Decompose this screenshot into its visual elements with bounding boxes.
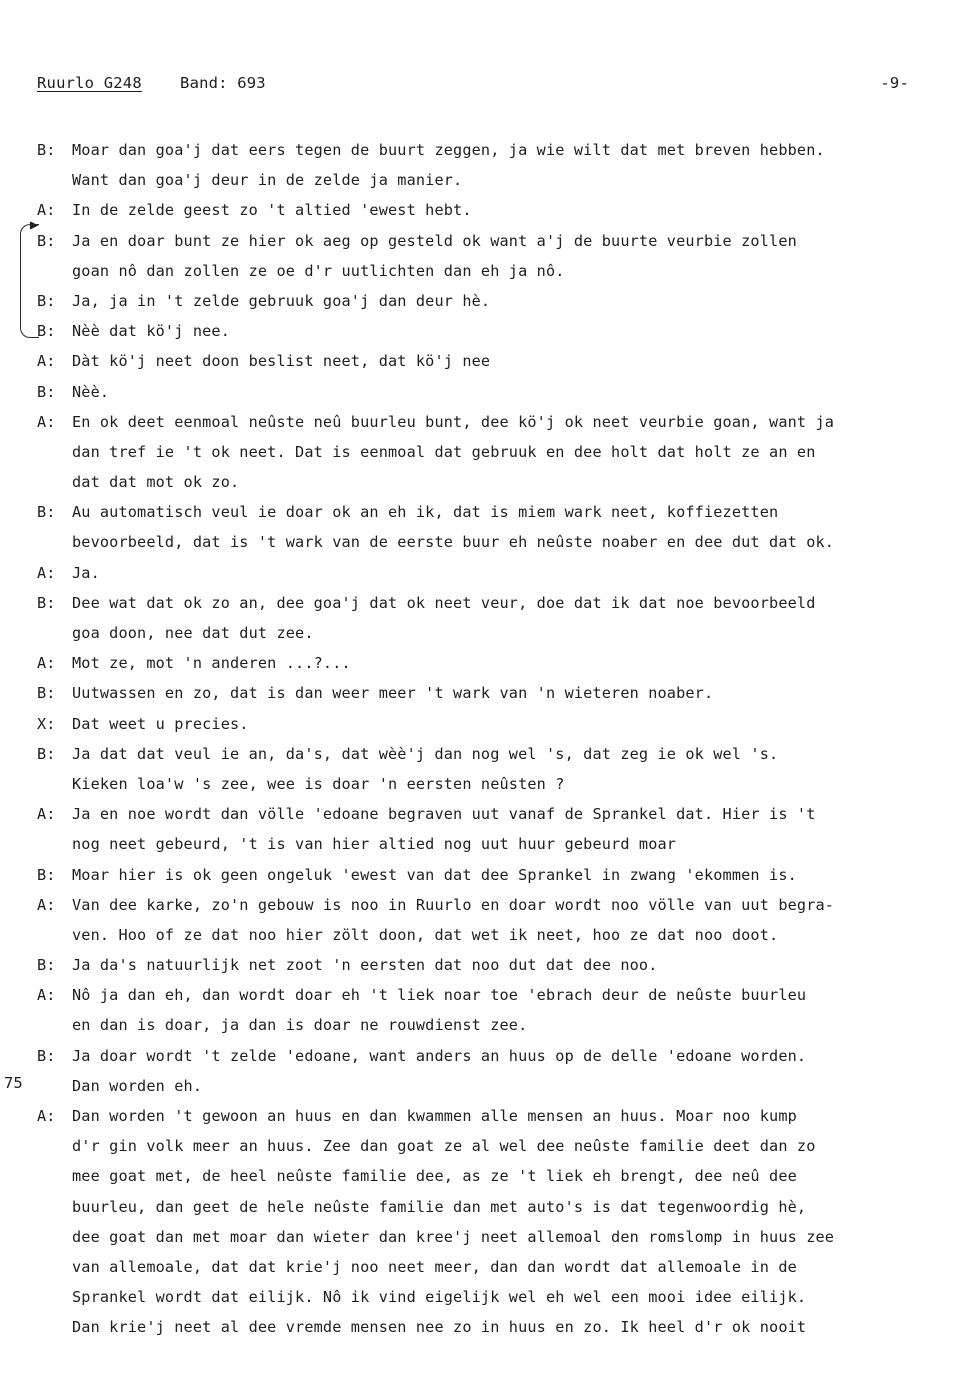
transcript-line (37, 648, 947, 678)
transcript-line (37, 1071, 947, 1101)
transcript-line (37, 739, 947, 769)
transcript-line (37, 135, 947, 165)
speaker-label: B: (37, 141, 56, 159)
document-title: Ruurlo G248 (37, 74, 142, 92)
transcript-line (37, 709, 947, 739)
line-text: Ja. (72, 563, 100, 582)
line-text: Nèè dat kö'j nee. (72, 322, 230, 341)
speaker-label: B: (37, 744, 56, 763)
speaker-label: A: (37, 986, 56, 1005)
line-text: en dan is doar, ja dan is doar ne rouwdienst zee. (72, 1016, 528, 1035)
line-text: Au automatisch veul ie doar ok an eh ik, dat is miem wark neet, koffiezetten (72, 503, 779, 522)
line-text: Dan worden 't gewoon an huus en dan kwammen alle mensen an huus. Moar noo kump (72, 1107, 797, 1125)
line-text: ven. Hoo of ze dat noo hier zölt doon, dat wet ik neet, hoo ze dat noo doot. (72, 925, 779, 944)
transcript-line (37, 195, 947, 225)
line-text: Ja da's natuurlijk net zoot 'n eersten dat noo dut dat dee noo. (72, 956, 658, 975)
transcript-line (37, 437, 947, 467)
transcript-line (37, 920, 947, 950)
line-text: Sprankel wordt dat eilijk. Nô ik vind eigelijk wel eh wel een mooi idee eilijk. (72, 1288, 807, 1307)
transcript-line (37, 286, 947, 316)
transcript-line (37, 1192, 947, 1222)
speaker-label: B: (37, 503, 56, 522)
speaker-label: A: (37, 352, 56, 371)
line-text: buurleu, dan geet de hele neûste familie dan met auto's is dat tegenwoordig hè, (72, 1197, 807, 1216)
transcript-line (37, 769, 947, 799)
margin-line-number: 75 (4, 1074, 23, 1092)
speaker-label: B: (37, 231, 56, 250)
page-number: -9- (880, 74, 909, 92)
transcript-line (37, 1312, 947, 1342)
transcript-line (37, 890, 947, 920)
transcript-line (37, 1041, 947, 1071)
speaker-label: B: (37, 593, 56, 612)
line-text: Dan krie'j neet al dee vremde mensen nee zo in huus en zo. Ik heel d'r ok nooit (72, 1318, 807, 1337)
transcript-line (37, 799, 947, 829)
speaker-label: A: (37, 654, 56, 673)
line-text: Want dan goa'j deur in de zelde ja manier. (72, 171, 463, 190)
transcript-line (37, 1161, 947, 1191)
transcript-body (37, 135, 947, 1343)
speaker-label: A: (37, 412, 56, 431)
speaker-label: B: (37, 1046, 56, 1065)
line-text: goa doon, nee dat dut zee. (72, 624, 314, 642)
line-text: Ja en doar bunt ze hier ok aeg op gesteld ok want a'j de buurte veurbie zollen (72, 231, 797, 250)
transcript-line (37, 1222, 947, 1252)
arrow-right-icon: ▶ (30, 217, 39, 233)
header-title-group (37, 74, 266, 92)
transcript-line (37, 1101, 947, 1131)
line-text: Dat weet u precies. (72, 714, 249, 733)
speaker-label: A: (37, 805, 56, 824)
band-number: Band: 693 (180, 74, 266, 92)
transcript-line (37, 950, 947, 980)
speaker-label: B: (37, 382, 56, 401)
line-text: Ja, ja in 't zelde gebruuk goa'j dan deur hè. (72, 291, 491, 310)
speaker-label: A: (37, 201, 56, 220)
transcript-line (37, 1010, 947, 1040)
header-spacer (151, 74, 170, 92)
speaker-label: B: (37, 291, 56, 310)
line-text: Ja dat dat veul ie an, da's, dat wèè'j dan nog wel 's, dat zeg ie ok wel 's. (72, 744, 779, 763)
line-text: Dàt kö'j neet doon beslist neet, dat kö'j nee (72, 352, 491, 371)
line-text: Moar dan goa'j dat eers tegen de buurt zeggen, ja wie wilt dat met breven hebben. (72, 141, 825, 159)
line-text: d'r gin volk meer an huus. Zee dan goat ze al wel dee neûste familie deet dan zo (72, 1137, 816, 1156)
line-text: In de zelde geest zo 't altied 'ewest hebt. (72, 201, 472, 220)
transcript-line (37, 678, 947, 708)
transcript-line (37, 527, 947, 557)
transcript-line (37, 256, 947, 286)
transcript-line (37, 497, 947, 527)
line-text: goan nô dan zollen ze oe d'r uutlichten dan eh ja nô. (72, 261, 565, 280)
page-header (37, 74, 909, 100)
speaker-label: B: (37, 684, 56, 703)
line-text: Nèè. (72, 382, 110, 401)
line-text: dan tref ie 't ok neet. Dat is eenmoal dat gebruuk en dee holt dat holt ze an en (72, 442, 816, 461)
speaker-label: A: (37, 895, 56, 914)
speaker-label: B: (37, 956, 56, 975)
transcript-line (37, 980, 947, 1010)
transcript-line (37, 829, 947, 859)
line-text: Van dee karke, zo'n gebouw is noo in Ruurlo en doar wordt noo völle van uut begra- (72, 895, 835, 914)
line-text: Mot ze, mot 'n anderen ...?... (72, 654, 351, 673)
speaker-label: A: (37, 1107, 56, 1125)
transcript-line (37, 407, 947, 437)
transcript-line (37, 346, 947, 376)
transcript-line (37, 467, 947, 497)
speaker-label: B: (37, 865, 56, 884)
line-text: Dee wat dat ok zo an, dee goa'j dat ok neet veur, doe dat ik dat noe bevoorbeeld (72, 593, 816, 612)
line-text: Nô ja dan eh, dan wordt doar eh 't liek noar toe 'ebrach deur de neûste buurleu (72, 986, 807, 1005)
transcript-line (37, 618, 947, 648)
speaker-label: B: (37, 322, 56, 341)
line-text: Uutwassen en zo, dat is dan weer meer 't wark van 'n wieteren noaber. (72, 684, 714, 703)
line-text: Kieken loa'w 's zee, wee is doar 'n eersten neûsten ? (72, 774, 565, 793)
transcript-line (37, 316, 947, 346)
line-text: nog neet gebeurd, 't is van hier altied nog uut huur gebeurd moar (72, 835, 677, 854)
transcript-line (37, 226, 947, 256)
line-text: Ja en noe wordt dan völle 'edoane begraven uut vanaf de Sprankel dat. Hier is 't (72, 805, 816, 824)
transcript-line (37, 558, 947, 588)
line-text: Moar hier is ok geen ongeluk 'ewest van dat dee Sprankel in zwang 'ekommen is. (72, 865, 797, 884)
transcript-line (37, 165, 947, 195)
transcript-line (37, 588, 947, 618)
line-text: Dan worden eh. (72, 1076, 203, 1095)
transcript-line (37, 377, 947, 407)
speaker-label: A: (37, 563, 56, 582)
line-text: dat dat mot ok zo. (72, 473, 240, 492)
line-text: van allemoale, dat dat krie'j noo neet meer, dan dan wordt dat allemoale in de (72, 1257, 797, 1276)
line-text: dee goat dan met moar dan wieter dan kree'j neet allemoal den romslomp in huus zee (72, 1227, 835, 1246)
transcript-line (37, 1252, 947, 1282)
speaker-label: X: (37, 714, 56, 733)
line-text: bevoorbeeld, dat is 't wark van de eerste buur eh neûste noaber en dee dut dat ok. (72, 533, 835, 552)
line-text: mee goat met, de heel neûste familie dee, as ze 't liek eh brengt, dee neû dee (72, 1167, 797, 1186)
line-text: En ok deet eenmoal neûste neû buurleu bunt, dee kö'j ok neet veurbie goan, want ja (72, 412, 835, 431)
transcript-line (37, 860, 947, 890)
transcript-line (37, 1131, 947, 1161)
transcript-line (37, 1282, 947, 1312)
line-text: Ja doar wordt 't zelde 'edoane, want anders an huus op de delle 'edoane worden. (72, 1046, 807, 1065)
